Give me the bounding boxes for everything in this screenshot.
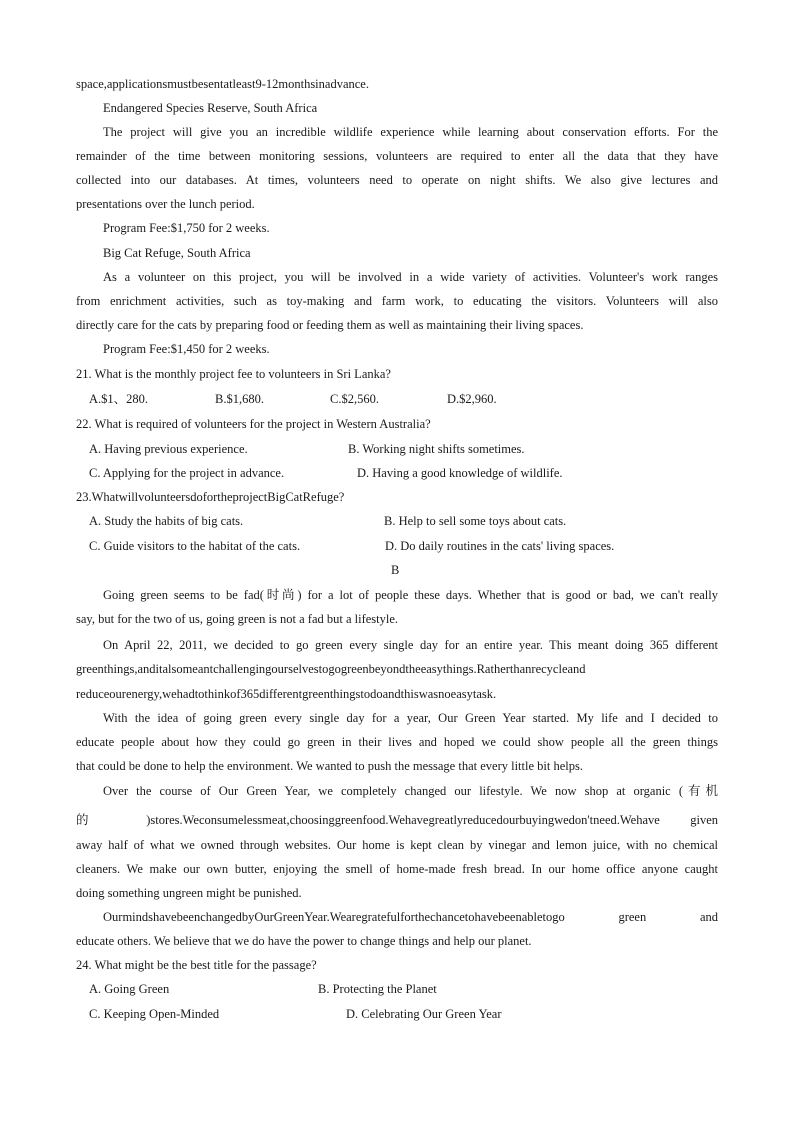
refuge-heading: Big Cat Refuge, South Africa	[103, 246, 251, 260]
passage-b-line: cleaners. We make our own butter, enjoying the smell of home-made fresh bread. In our home office anyone caught	[76, 862, 718, 876]
question-23-option-d: D. Do daily routines in the cats' living spaces.	[385, 539, 615, 553]
question-21-option-a: A.$1、280.	[89, 392, 149, 406]
passage-b-line: away half of what we owned through websites. Our home is kept clean by vinegar and lemon juice, with no chemical	[76, 838, 718, 852]
passage-b-line: 的 )stores.Weconsumelessmeat,choosinggreenfood.Wehavegreatlyreducedourbuyingwedon'tneed.Wehave given	[76, 813, 718, 827]
passage-b-line: Going green seems to be fad(时尚) for a lot of people these days. Whether that is good or bad, we can't really	[103, 588, 718, 602]
refuge-line: from enrichment activities, such as toy-making and farm work, to educating the visitors. Volunteers will also	[76, 294, 718, 308]
passage-b-line: OurmindshavebeenchangedbyOurGreenYear.Wearegratefulforthechancetohavebeenabletogo green and	[103, 910, 718, 924]
question-21-stem: 21. What is the monthly project fee to volunteers in Sri Lanka?	[76, 367, 391, 381]
passage-b-line: Over the course of Our Green Year, we completely changed our lifestyle. We now shop at organic (有机	[103, 784, 718, 798]
question-24-option-c: C. Keeping Open-Minded	[89, 1007, 220, 1021]
passage-b-line: greenthings,anditalsomeantchallengingourselvestogogreenbeyondtheeasythings.Ratherthanrecycleand	[76, 662, 586, 676]
question-23-stem: 23.WhatwillvolunteersdofortheprojectBigCatRefuge?	[76, 490, 345, 504]
reserve-fee: Program Fee:$1,750 for 2 weeks.	[103, 221, 270, 235]
passage-b-line: educate people about how they could go green in their lives and hoped we could show people all the green things	[76, 735, 718, 749]
question-21-option-b: B.$1,680.	[215, 392, 264, 406]
passage-a-first-line: space,applicationsmustbesentatleast9-12monthsinadvance.	[76, 77, 369, 91]
question-22-option-a: A. Having previous experience.	[89, 442, 248, 456]
question-21-option-d: D.$2,960.	[447, 392, 497, 406]
passage-b-line: reduceourenergy,wehadtothinkof365differentgreenthingstodoandthiswasnoeasytask.	[76, 687, 497, 701]
question-23-option-c: C. Guide visitors to the habitat of the cats.	[89, 539, 301, 553]
passage-b-line: educate others. We believe that we do have the power to change things and help our planet.	[76, 934, 532, 948]
question-23-option-a: A. Study the habits of big cats.	[89, 514, 244, 528]
passage-b-line: With the idea of going green every single day for a year, Our Green Year started. My life and I decided to	[103, 711, 718, 725]
passage-b-line: say, but for the two of us, going green is not a fad but a lifestyle.	[76, 612, 399, 626]
reserve-heading: Endangered Species Reserve, South Africa	[103, 101, 318, 115]
question-22-option-d: D. Having a good knowledge of wildlife.	[357, 466, 563, 480]
passage-b-line: doing something ungreen might be punished.	[76, 886, 302, 900]
question-22-option-b: B. Working night shifts sometimes.	[348, 442, 525, 456]
question-24-stem: 24. What might be the best title for the passage?	[76, 958, 317, 972]
reserve-line: presentations over the lunch period.	[76, 197, 255, 211]
passage-b-line: On April 22, 2011, we decided to go green every single day for an entire year. This meant doing 365 different	[103, 638, 718, 652]
refuge-fee: Program Fee:$1,450 for 2 weeks.	[103, 342, 270, 356]
question-24-option-b: B. Protecting the Planet	[318, 982, 437, 996]
question-23-option-b: B. Help to sell some toys about cats.	[384, 514, 567, 528]
question-24-option-d: D. Celebrating Our Green Year	[346, 1007, 502, 1021]
reserve-line: remainder of the time between monitoring sessions, volunteers are required to enter all the data that they have	[76, 149, 718, 163]
reserve-line: collected into our databases. At times, volunteers need to operate on night shifts. We also give lectures and	[76, 173, 718, 187]
reserve-line: The project will give you an incredible wildlife experience while learning about conservation efforts. For the	[103, 125, 718, 139]
passage-b-label: B	[391, 563, 400, 577]
refuge-line: As a volunteer on this project, you will be involved in a wide variety of activities. Volunteer's work ranges	[103, 270, 718, 284]
question-21-option-c: C.$2,560.	[330, 392, 379, 406]
refuge-line: directly care for the cats by preparing food or feeding them as well as maintaining their living spaces.	[76, 318, 584, 332]
question-24-option-a: A. Going Green	[89, 982, 170, 996]
question-22-stem: 22. What is required of volunteers for the project in Western Australia?	[76, 417, 431, 431]
question-22-option-c: C. Applying for the project in advance.	[89, 466, 285, 480]
passage-b-line: that could be done to help the environment. We wanted to push the message that every little bit helps.	[76, 759, 583, 773]
